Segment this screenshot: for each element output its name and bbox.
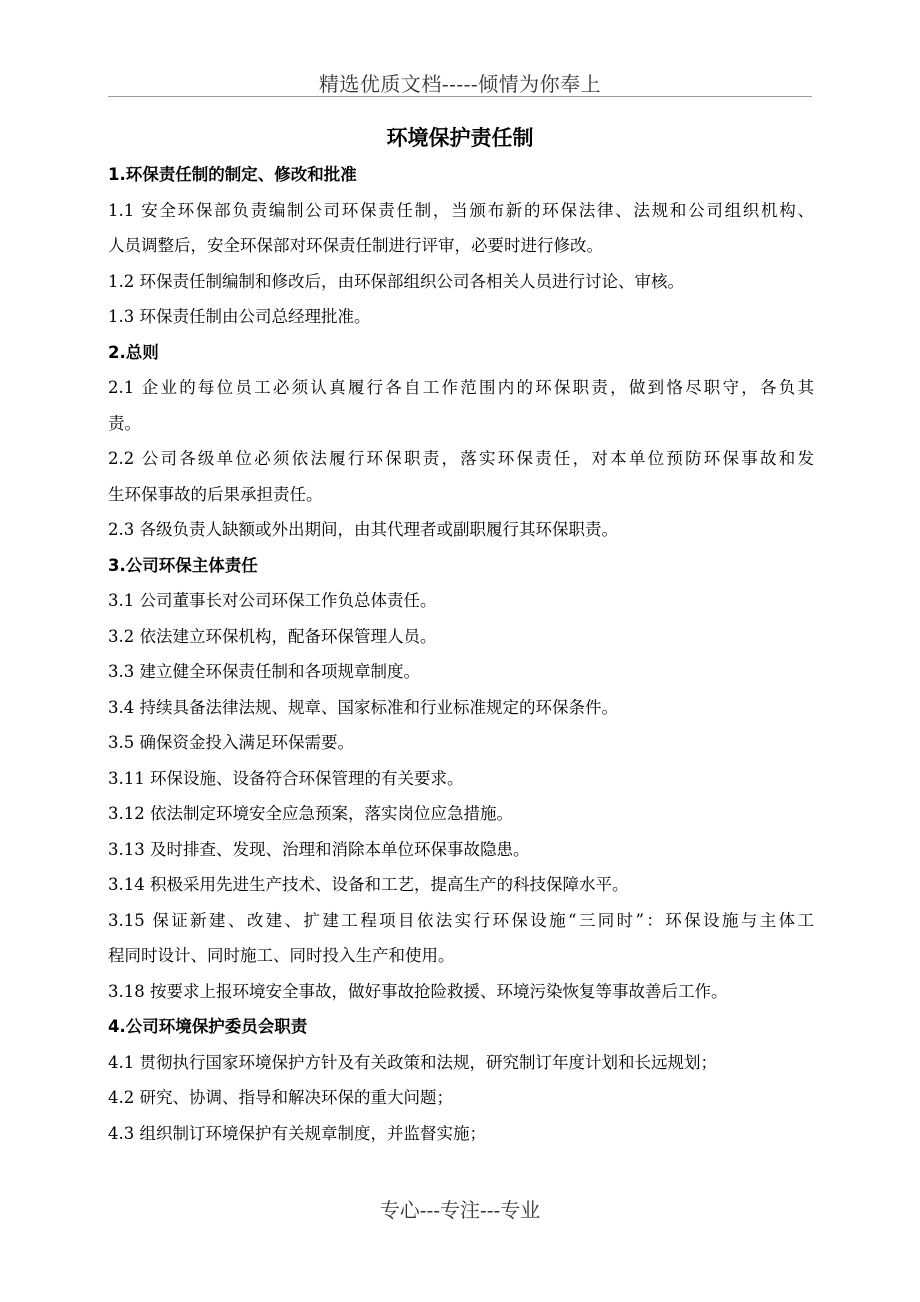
clause-text: 责。 [108,413,141,433]
document-body [108,157,814,1151]
clause-text: 1.2 环保责任制编制和修改后，由环保部组织公司各相关人员进行讨论、审核。 [108,271,684,291]
section-heading: 3.公司环保主体责任 [108,555,258,575]
header-divider [108,96,812,97]
clause-text: 3.2 依法建立环保机构，配备环保管理人员。 [108,626,437,646]
clause-text: 3.15 保证新建、改建、扩建工程项目依法实行环保设施“三同时”：环保设施与主体工 [108,910,814,930]
clause-text: 2.1 企业的每位员工必须认真履行各自工作范围内的环保职责，做到恪尽职守，各负其 [108,378,814,397]
clause-text: 4.1 贯彻执行国家环境保护方针及有关政策和法规，研究制订年度计划和长远规划； [108,1052,717,1072]
clause-text: 3.3 建立健全环保责任制和各项规章制度。 [108,662,420,681]
clause-text: 4.2 研究、协调、指导和解决环保的重大问题； [108,1088,453,1107]
clause-text: 生环保事故的后果承担责任。 [108,484,323,504]
clause-text: 3.12 依法制定环境安全应急预案，落实岗位应急措施。 [108,804,513,823]
clause-text: 3.13 及时排查、发现、治理和消除本单位环保事故隐患。 [108,839,530,859]
clause-text: 1.1 安全环保部负责编制公司环保责任制，当颁布新的环保法律、法规和公司组织机构、 [108,200,814,220]
clause-text: 3.5 确保资金投入满足环保需要。 [108,733,354,752]
clause-text: 3.14 积极采用先进生产技术、设备和工艺，提高生产的科技保障水平。 [108,875,629,894]
clause-text: 3.11 环保设施、设备符合环保管理的有关要求。 [108,768,464,788]
clause-text: 1.3 环保责任制由公司总经理批准。 [108,307,371,326]
clause-text: 2.2 公司各级单位必须依法履行环保职责，落实环保责任，对本单位预防环保事故和发 [108,449,814,468]
clause-text: 2.3 各级负责人缺额或外出期间，由其代理者或副职履行其环保职责。 [108,520,618,539]
clause-text: 3.1 公司董事长对公司环保工作负总体责任。 [108,591,437,610]
clause-text: 4.3 组织制订环境保护有关规章制度，并监督实施； [108,1123,486,1143]
document-title: 环境保护责任制 [386,126,534,150]
section-heading: 2.总则 [108,342,159,362]
clause-text: 人员调整后，安全环保部对环保责任制进行评审，必要时进行修改。 [108,236,603,255]
section-heading: 4.公司环境保护委员会职责 [108,1017,308,1036]
page-header: 精选优质文档-----倾情为你奉上 [318,72,602,96]
page-footer: 专心---专注---专业 [379,1198,541,1222]
section-heading: 1.环保责任制的制定、修改和批准 [108,165,357,184]
clause-text: 3.4 持续具备法律法规、规章、国家标准和行业标准规定的环保条件。 [108,697,618,717]
clause-text: 程同时设计、同时施工、同时投入生产和使用。 [108,946,455,965]
clause-text: 3.18 按要求上报环境安全事故，做好事故抢险救援、环境污染恢复等事故善后工作。 [108,981,728,1001]
